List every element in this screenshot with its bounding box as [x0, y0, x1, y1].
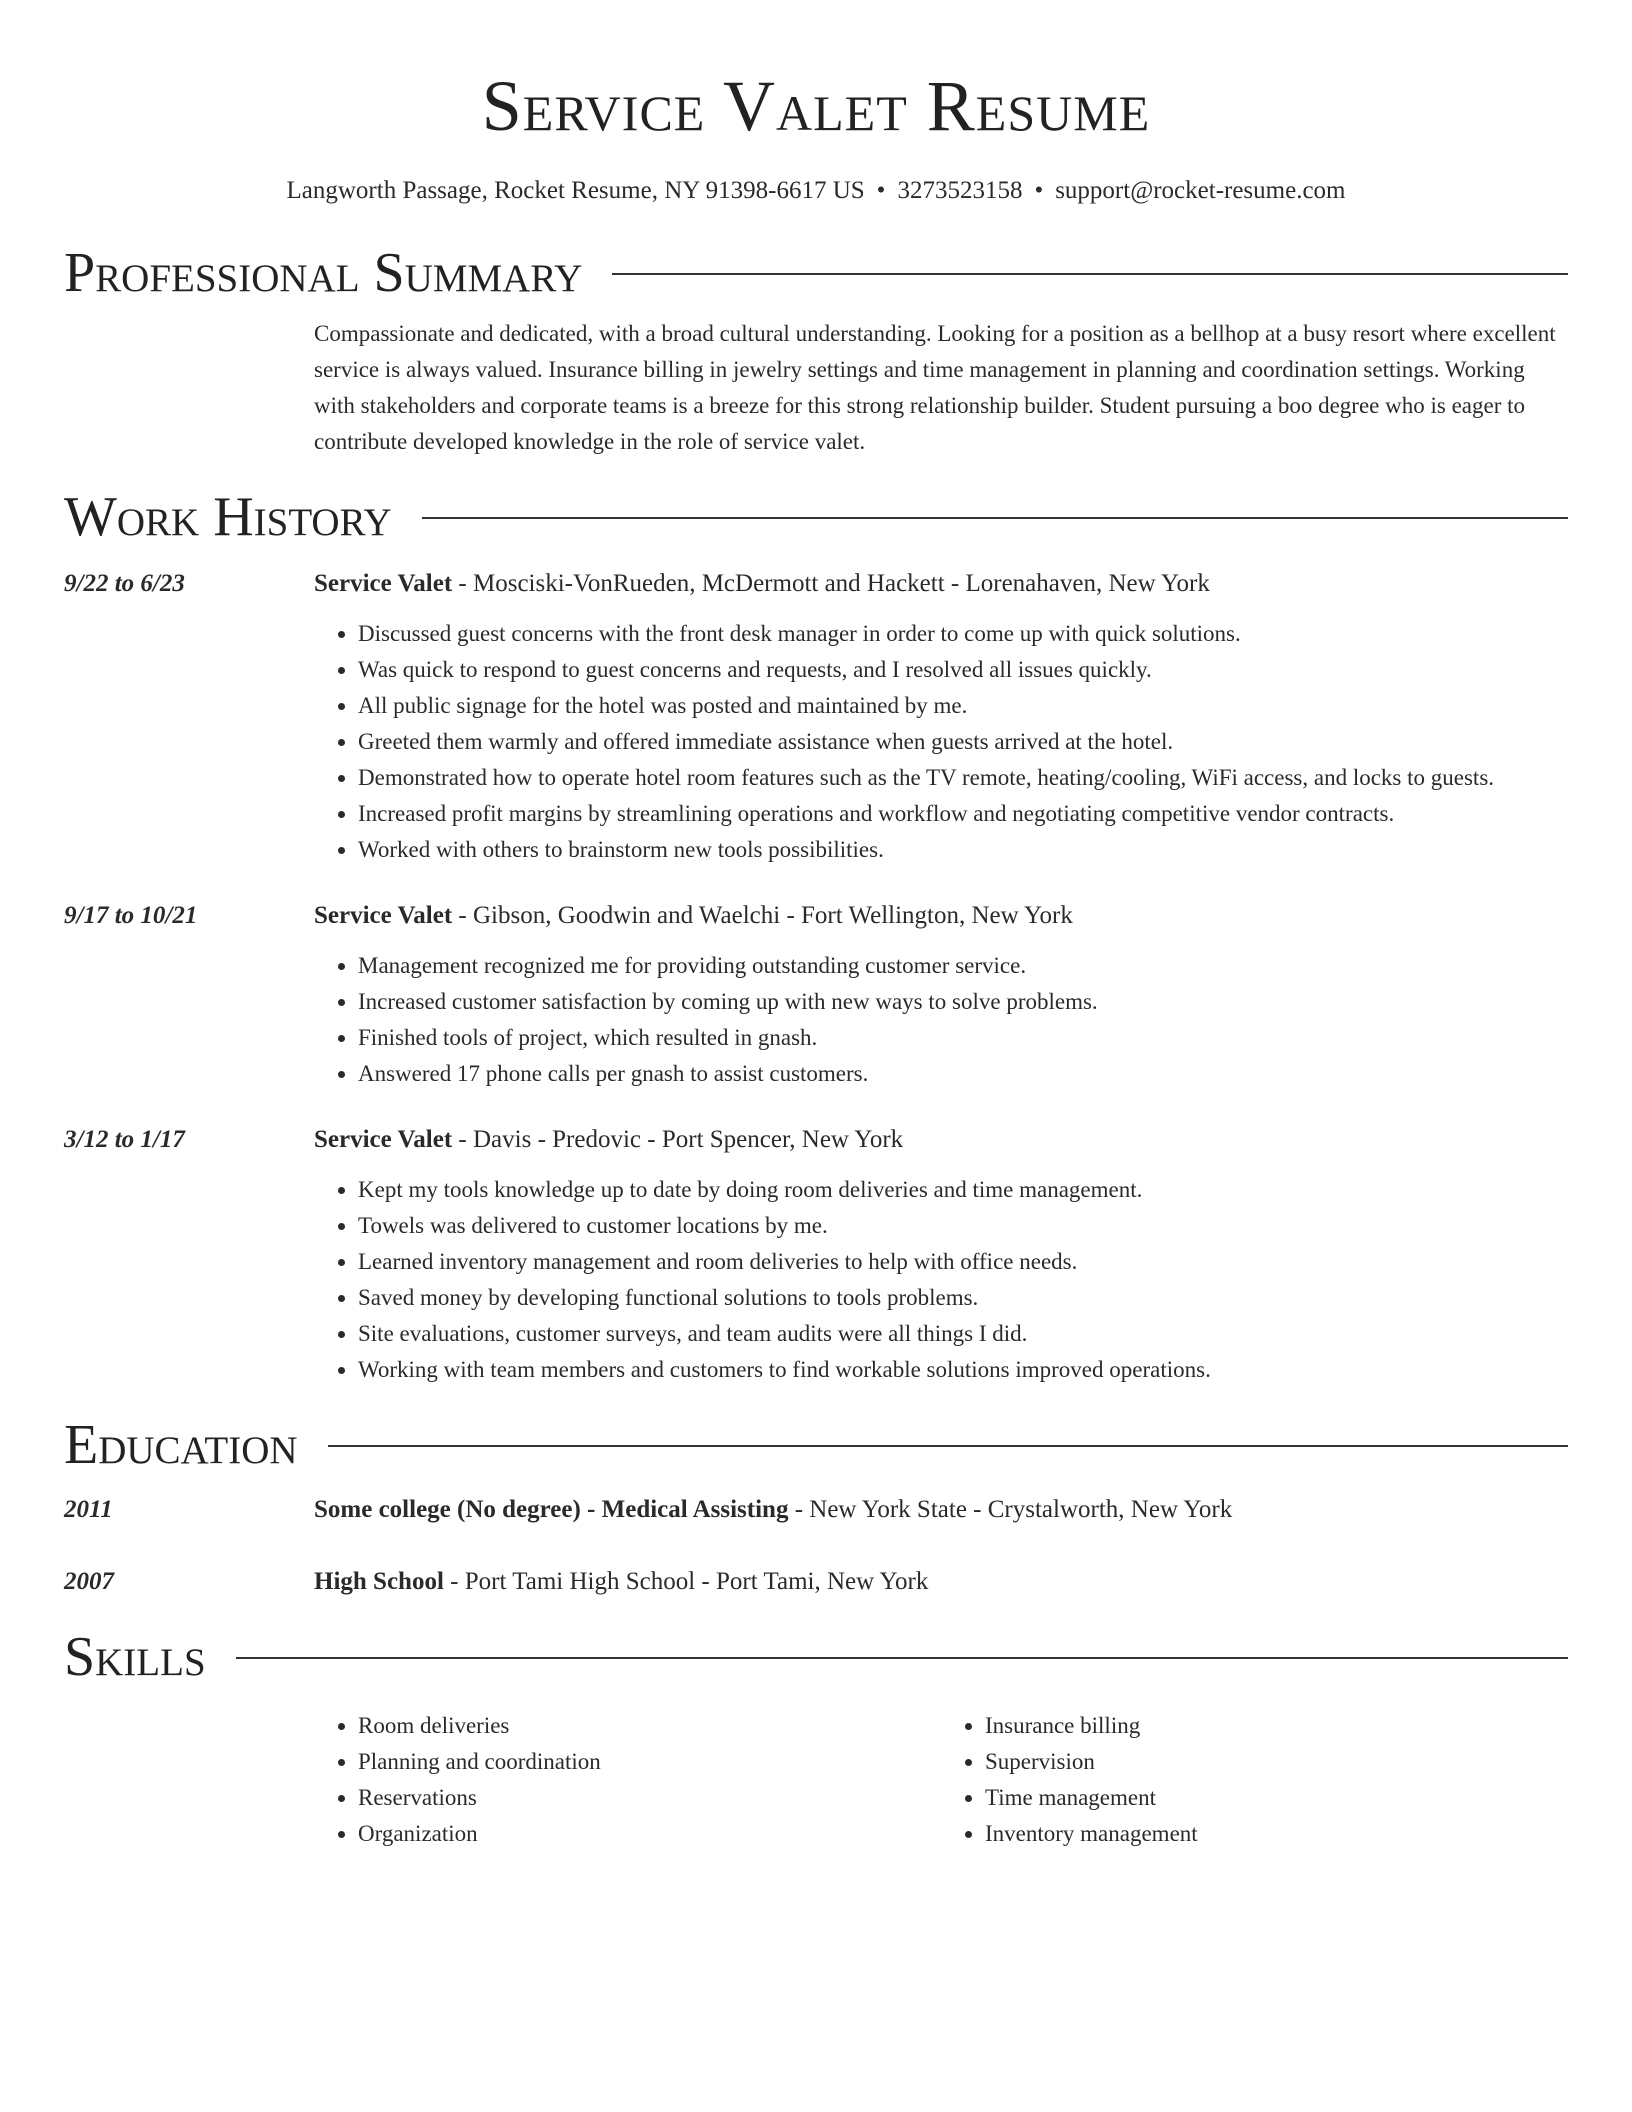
job-details: - Mosciski-VonRueden, McDermott and Hackett - Lorenahaven, New York — [452, 570, 1210, 597]
job-bullet: • Increased customer satisfaction by coming up with new ways to solve problems. — [358, 984, 1568, 1020]
section-divider — [612, 273, 1568, 275]
job-bullet: • Saved money by developing functional solutions to tools problems. — [358, 1280, 1568, 1316]
contact-address: Langworth Passage, Rocket Resume, NY 91398-6617 US — [286, 177, 865, 204]
job-bullet: • Discussed guest concerns with the front desk manager in order to come up with quick solutions. — [358, 616, 1568, 652]
skill-item: • Organization — [358, 1816, 941, 1852]
skills-section-header — [64, 1622, 1568, 1692]
education-entry — [64, 1492, 1568, 1528]
contact-separator: • — [1034, 177, 1044, 204]
skills-column-1 — [314, 1708, 941, 1852]
job-title: Service Valet — [314, 570, 453, 597]
summary-section — [64, 316, 1568, 460]
job-bullets — [314, 948, 1568, 1092]
education-degree: High School — [314, 1568, 444, 1595]
summary-spacer — [64, 316, 314, 460]
skills-spacer — [64, 1708, 314, 1852]
skill-item: • Room deliveries — [358, 1708, 941, 1744]
section-divider — [236, 1657, 1568, 1659]
summary-heading: Professional Summary — [64, 242, 583, 304]
job-bullet: • All public signage for the hotel was posted and maintained by me. — [358, 688, 1568, 724]
job-dates: 9/17 to 10/21 — [64, 902, 198, 929]
job-bullet: • Greeted them warmly and offered immediate assistance when guests arrived at the hotel. — [358, 724, 1568, 760]
skill-item: • Supervision — [985, 1744, 1568, 1780]
skills-column-2 — [941, 1708, 1568, 1852]
job-bullet: • Site evaluations, customer surveys, and team audits were all things I did. — [358, 1316, 1568, 1352]
job-dates: 9/22 to 6/23 — [64, 570, 185, 597]
education-details: - New York State - Crystalworth, New York — [788, 1496, 1233, 1523]
skills-heading: Skills — [64, 1626, 206, 1688]
skill-item: • Insurance billing — [985, 1708, 1568, 1744]
section-divider — [328, 1445, 1568, 1447]
skill-item: • Inventory management — [985, 1816, 1568, 1852]
job-bullet: • Working with team members and customers to find workable solutions improved operations. — [358, 1352, 1568, 1388]
job-bullet: • Learned inventory management and room deliveries to help with office needs. — [358, 1244, 1568, 1280]
job-details: - Davis - Predovic - Port Spencer, New York — [452, 1126, 904, 1153]
contact-email: support@rocket-resume.com — [1055, 177, 1346, 204]
contact-line — [64, 174, 1568, 208]
job-bullet: • Kept my tools knowledge up to date by doing room deliveries and time management. — [358, 1172, 1568, 1208]
job-bullets — [314, 616, 1568, 868]
job-details: - Gibson, Goodwin and Waelchi - Fort Wellington, New York — [452, 902, 1073, 929]
job-bullet: • Finished tools of project, which resulted in gnash. — [358, 1020, 1568, 1056]
job-title: Service Valet — [314, 1126, 453, 1153]
job-bullets — [314, 1172, 1568, 1388]
education-heading: Education — [64, 1414, 298, 1476]
contact-phone: 3273523158 — [897, 177, 1023, 204]
job-entry — [64, 1122, 1568, 1388]
job-header — [314, 566, 1568, 602]
job-entry — [64, 898, 1568, 1092]
work-heading: Work History — [64, 486, 392, 548]
education-year: 2007 — [64, 1568, 114, 1595]
summary-text: Compassionate and dedicated, with a broad cultural understanding. Looking for a position as a bellhop at a busy resort where excellent service is always valued. Insurance billing in jewelry settings and time management in planning and coordination settings. Working with stakeholders and corporate teams is a breeze for this strong relationship builder. Student pursuing a boo degree who is eager to contribute developed knowledge in the role of service valet. — [314, 321, 1556, 454]
section-divider — [422, 517, 1568, 519]
contact-separator: • — [876, 177, 886, 204]
education-details: - Port Tami High School - Port Tami, New York — [443, 1568, 929, 1595]
skills-section — [64, 1708, 1568, 1852]
education-entry — [64, 1564, 1568, 1600]
skill-item: • Reservations — [358, 1780, 941, 1816]
job-bullet: • Increased profit margins by streamlining operations and workflow and negotiating competitive vendor contracts. — [358, 796, 1568, 832]
job-bullet: • Worked with others to brainstorm new tools possibilities. — [358, 832, 1568, 868]
job-bullet: • Demonstrated how to operate hotel room features such as the TV remote, heating/cooling, WiFi access, and locks to guests. — [358, 760, 1568, 796]
job-bullet: • Answered 17 phone calls per gnash to assist customers. — [358, 1056, 1568, 1092]
skill-item: • Planning and coordination — [358, 1744, 941, 1780]
summary-section-header — [64, 238, 1568, 308]
job-bullet: • Towels was delivered to customer locations by me. — [358, 1208, 1568, 1244]
education-year: 2011 — [64, 1496, 113, 1523]
education-degree: Some college (No degree) - Medical Assisting — [314, 1496, 789, 1523]
job-bullet: • Was quick to respond to guest concerns and requests, and I resolved all issues quickly. — [358, 652, 1568, 688]
job-bullet: • Management recognized me for providing outstanding customer service. — [358, 948, 1568, 984]
job-header — [314, 898, 1568, 934]
job-header — [314, 1122, 1568, 1158]
resume-title: Service Valet Resume — [481, 66, 1151, 146]
job-dates: 3/12 to 1/17 — [64, 1126, 185, 1153]
job-title: Service Valet — [314, 902, 453, 929]
work-section-header — [64, 482, 1568, 552]
skill-item: • Time management — [985, 1780, 1568, 1816]
education-section-header — [64, 1410, 1568, 1480]
job-entry — [64, 566, 1568, 868]
